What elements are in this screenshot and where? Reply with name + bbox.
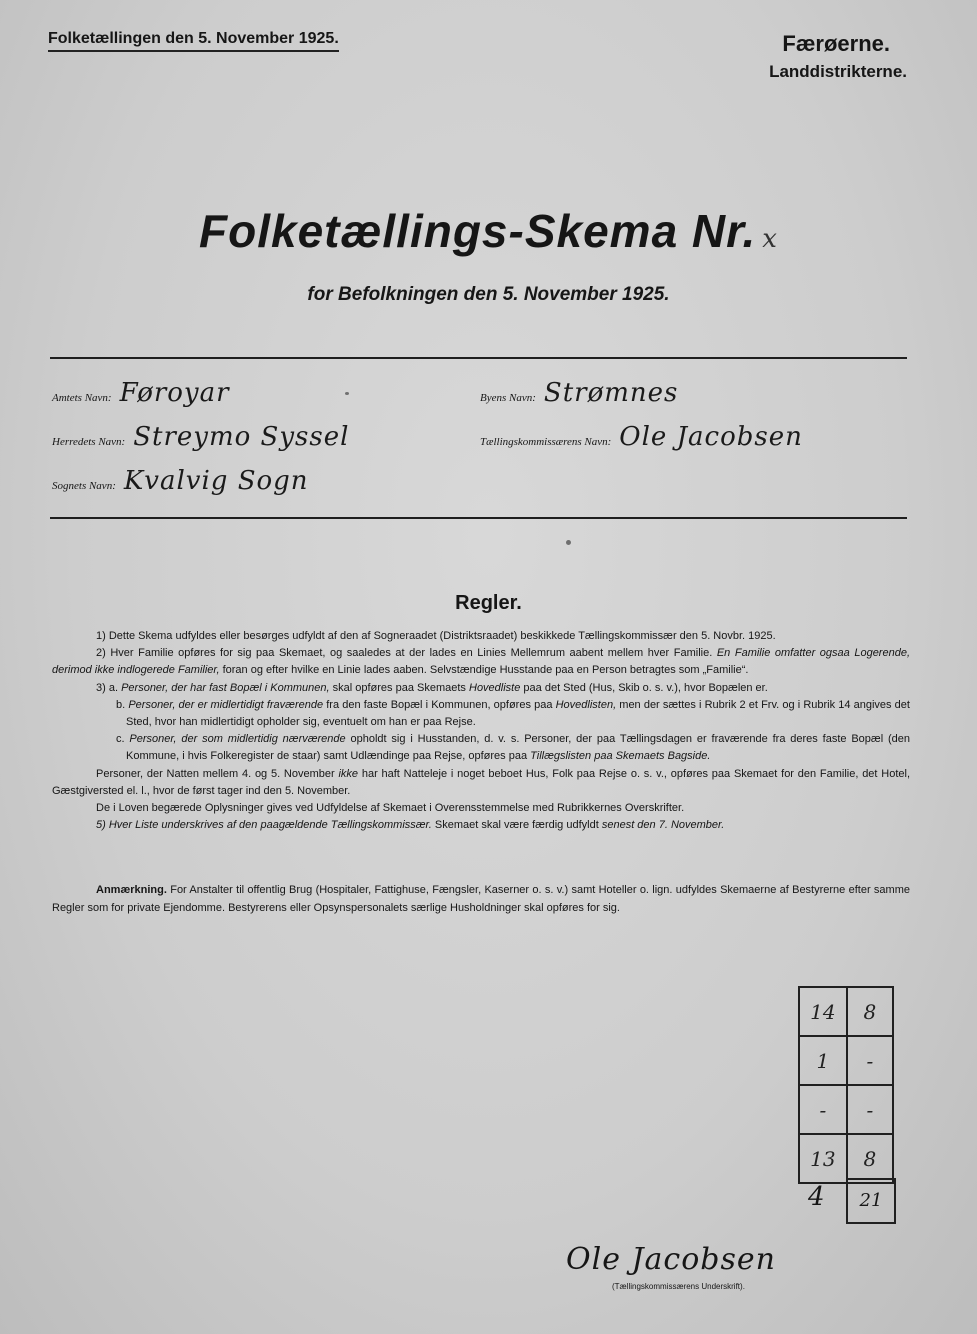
rule-3c: c. Personer, der som midlertidig nærværende opholdt sig i Husstanden, d. v. s. Personer, der paa Tællingsdagen er fraværende fra deres faste Bopæl (den Kommune, i hvis Folkeregister de staar) samt Udlændinge paa Rejse, opføres paa Tillægslisten paa Skemaets Bagside. — [116, 733, 910, 763]
tally-table — [798, 986, 894, 1184]
signature-caption: (Tællingskommissærens Underskrift). — [612, 1282, 745, 1291]
field-sogn — [52, 466, 309, 496]
field-herred-label: Herredets Navn: — [52, 436, 126, 448]
tally-cell: 1 — [799, 1036, 847, 1085]
rule-3a: 3) a. Personer, der har fast Bopæl i Kommunen, skal opføres paa Skemaets Hovedliste paa det Sted (Hus, Skib o. s. v.), hvor Bopælen er. — [96, 681, 768, 694]
tally-row — [799, 1085, 893, 1134]
rules-list — [52, 628, 910, 834]
rule-1: 1) Dette Skema udfyldes eller besørges udfyldt af den af Sogneraadet (Distriktsraadet) beskikkede Tællingskommissær den 5. Novbr. 1925. — [96, 630, 776, 642]
divider-top — [50, 357, 907, 359]
form-title-text: Folketællings-Skema Nr. — [199, 205, 757, 257]
form-subtitle: for Befolkningen den 5. November 1925. — [307, 284, 670, 305]
tally-cell: - — [799, 1085, 847, 1134]
field-sogn-value: Kvalvig Sogn — [123, 466, 309, 496]
tally-row — [799, 1036, 893, 1085]
field-sogn-label: Sognets Navn: — [52, 480, 116, 492]
tally-row — [799, 987, 893, 1036]
field-byen — [480, 378, 678, 408]
note-paragraph — [52, 882, 910, 917]
field-byen-label: Byens Navn: — [480, 392, 536, 404]
tally-cell: 8 — [847, 1134, 893, 1183]
header-census-date: Folketællingen den 5. November 1925. — [48, 30, 339, 52]
rule-5: 5) Hver Liste underskrives af den paagældende Tællingskommissær. Skemaet skal være færdig udfyldt senest den 7. November. — [96, 819, 725, 832]
ink-blot — [566, 540, 571, 545]
note-text: For Anstalter til offentlig Brug (Hospitaler, Fattighuse, Fængsler, Kaserner o. s. v.) samt Hoteller o. lign. udfyldes Skemaerne af Bestyrerne efter samme Regler som for private Ejendomme. Bestyrerens eller Opsynspersonalets særlige Husholdninger skal opføres for sig. — [52, 884, 910, 914]
field-kommissaer-label: Tællingskommissærens Navn: — [480, 436, 612, 448]
tally-cell: 8 — [847, 987, 893, 1036]
form-number: x — [762, 224, 778, 254]
field-byen-value: Strømnes — [543, 378, 679, 408]
rule-night: Personer, der Natten mellem 4. og 5. November ikke har haft Natteleje i noget beboet Hus, Folk paa Rejse o. s. v., opføres paa Skemaet for den Familie, det Hotel, Gæstgiversted el. l., hvor de først tager ind den 5. November. — [52, 767, 911, 797]
tally-cell: 14 — [799, 987, 847, 1036]
rules-heading: Regler. — [455, 592, 522, 614]
signature: Ole Jacobsen — [566, 1242, 776, 1277]
field-kommissaer — [480, 422, 803, 452]
field-amt-label: Amtets Navn: — [52, 392, 112, 404]
field-herred-value: Streymo Syssel — [133, 422, 350, 452]
tally-total-left: 4 — [808, 1182, 825, 1212]
field-kommissaer-value: Ole Jacobsen — [619, 422, 803, 452]
tally-cell: 13 — [799, 1134, 847, 1183]
rule-3b: b. Personer, der er midlertidigt fraværende fra den faste Bopæl i Kommunen, opføres paa Hovedlisten, men der sættes i Rubrik 2 et Frv. og i Rubrik 14 angives det Sted, hvor han midlertidigt opholder sig, eventuelt om han er paa Rejse. — [116, 698, 910, 729]
note-lead: Anmærkning. — [96, 884, 167, 896]
header-region: Færøerne. — [782, 31, 890, 56]
field-amt — [52, 378, 230, 408]
rule-loven: De i Loven begærede Oplysninger gives ved Udfyldelse af Skemaet i Overensstemmelse med Rubrikkernes Overskrifter. — [96, 802, 685, 815]
field-herred — [52, 422, 349, 452]
divider-bottom — [50, 517, 907, 519]
ink-blot — [345, 392, 349, 395]
field-amt-value: Føroyar — [119, 378, 230, 408]
tally-totals — [798, 1178, 896, 1222]
tally-cell: - — [847, 1085, 893, 1134]
header-district-type: Landdistrikterne. — [769, 62, 907, 81]
form-title — [0, 204, 977, 258]
tally-row — [799, 1134, 893, 1183]
tally-total-right: 21 — [846, 1178, 896, 1224]
rule-2: 2) Hver Familie opføres for sig paa Skemaet, og saaledes at der lades en Linies Mellemrum aabent mellem hver Familie. En Familie omfatter ogsaa Logerende, derimod ikke indlogerede Familier, foran og efter hvilke en Linie lades aaben. Selvstændige Husstande paa en Person betragtes som „Familie“. — [52, 647, 910, 677]
tally-cell: - — [847, 1036, 893, 1085]
